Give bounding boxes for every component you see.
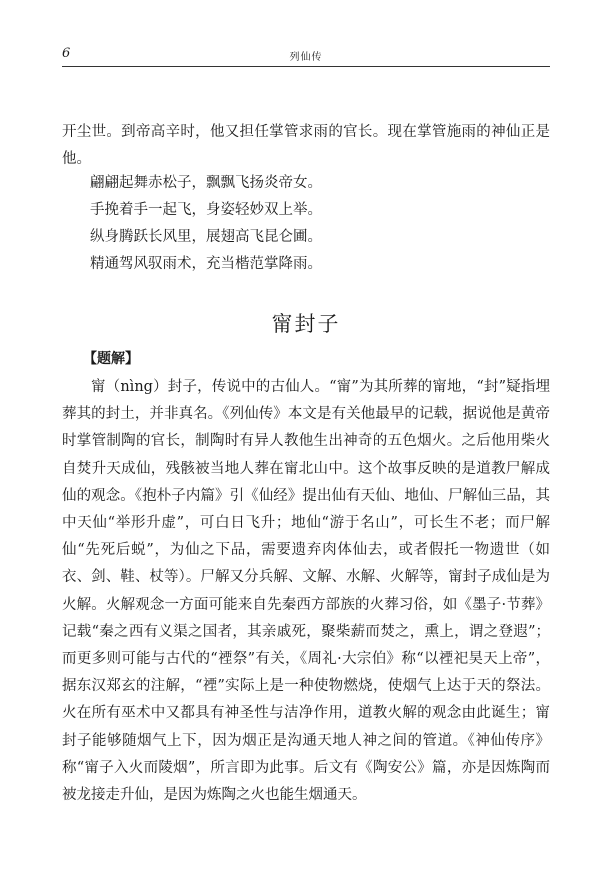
page-header — [62, 44, 550, 67]
poem-line: 手挽着手一起飞，身姿轻妙双上举。 — [90, 202, 322, 218]
running-title: 列仙传 — [289, 52, 323, 63]
poem-line: 纵身腾跃长风里，展翅高飞昆仑圃。 — [90, 229, 322, 245]
page-number: 6 — [62, 46, 71, 61]
poem — [90, 170, 540, 278]
continuation-paragraph: 开尘世。到帝高辛时，他又担任掌管求雨的官长。现在掌管施雨的神仙正是他。 — [62, 124, 550, 167]
subheading: 【题解】 — [83, 351, 139, 367]
poem-line: 精通驾风驭雨术，充当楷范掌降雨。 — [90, 256, 322, 272]
section-title: 甯封子 — [271, 312, 341, 336]
body-paragraph: 甯（nìng）封子，传说中的古仙人。“甯”为其所葬的甯地，“封”疑指埋葬其的封土，并非真名。《列仙传》本文是有关他最早的记载，据说他是黄帝时掌管制陶的官长，制陶时有异人教他生出神奇的五色烟火。之后他用柴火自焚升天成仙，残骸被当地人葬在甯北山中。这个故事反映的是道教尸解成仙的观念。《抱朴子内篇》引《仙经》提出仙有天仙、地仙、尸解仙三品，其中天仙“举形升虚”，可白日飞升；地仙“游于名山”，可长生不老；而尸解仙“先死后蜕”，为仙之下品，需要遗弃肉体仙去，或者假托一物遗世（如衣、剑、鞋、杖等）。尸解又分兵解、文解、水解、火解等，甯封子成仙是为火解。火解观念一方面可能来自先秦西方部族的火葬习俗，如《墨子·节葬》记载“秦之西有义渠之国者，其亲戚死，聚柴薪而焚之，熏上，谓之登遐”；而更多则可能与古代的“禋祭”有关，《周礼·大宗伯》称“以禋祀昊天上帝”，据东汉郑玄的注解，“禋”实际上是一种使物燃烧，使烟气上达于天的祭法。火在所有巫术中又都具有神圣性与洁净作用，道教火解的观念由此诞生；甯封子能够随烟气上下，因为烟正是沟通天地人神之间的管道。《神仙传序》称“甯子入火而陵烟”，所言即为此事。后文有《陶安公》篇，亦是因炼陶而被龙接走升仙，是因为炼陶之火也能生烟通天。 — [62, 379, 550, 804]
poem-line: 翩翩起舞赤松子，飘飘飞扬炎帝女。 — [90, 175, 322, 191]
